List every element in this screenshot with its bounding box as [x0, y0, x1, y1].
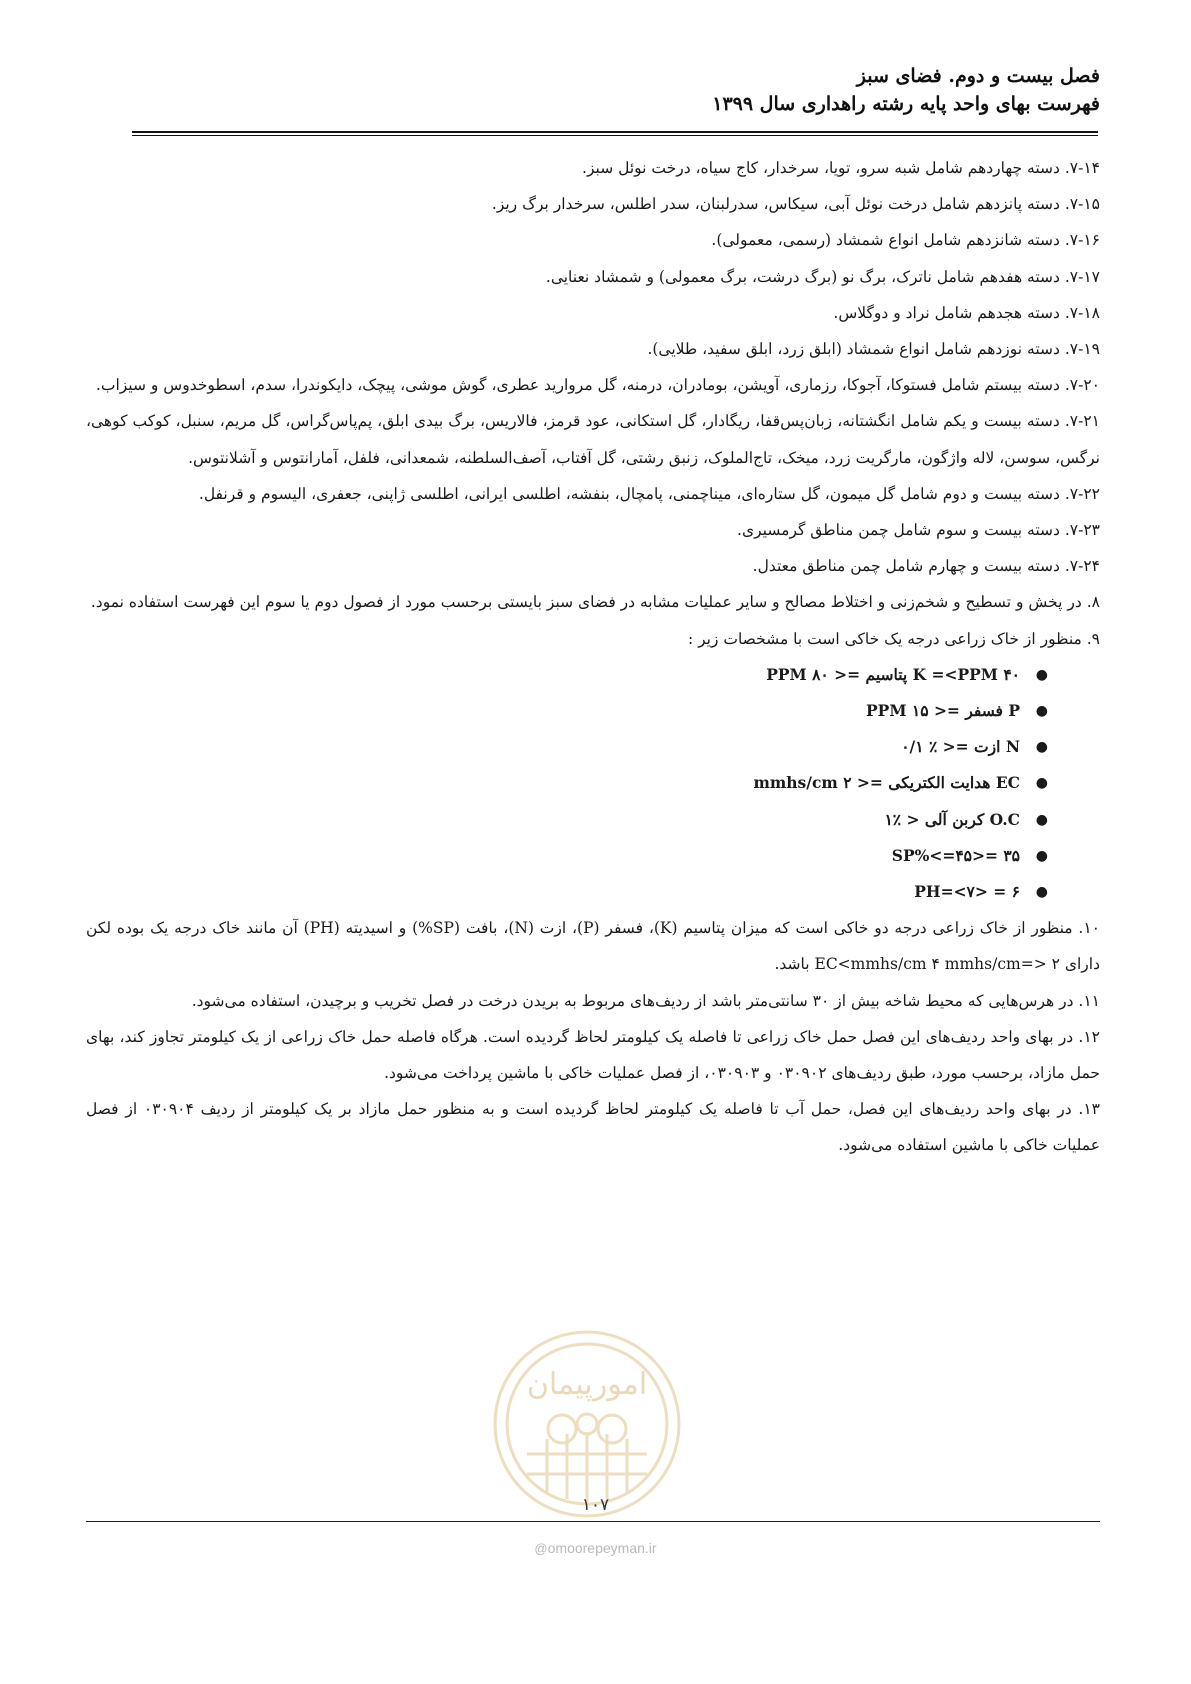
list-item: ● O.C کربن آلی < ٪۱ [86, 802, 1100, 838]
paragraph-7-21: ۷-۲۱. دسته بیست و یکم شامل انگشتانه، زبان‌پس‌قفا، ریگادار، گل استکانی، عود قرمز، فالاریس، برگ بیدی ابلق، پم‌پاس‌گراس، گل مریم، سنبل، کوکب کوهی، نرگس، سوسن، لاله واژگون، مارگریت زرد، میخک، تاج‌الملوک، زنبق رشتی، گل آفتاب، آصف‌السلطنه، شمعدانی، فلفل، آمارانتوس و آشلانتوس. [86, 412, 1100, 467]
paragraph-7-20: ۷-۲۰. دسته بیستم شامل فستوکا، آجوکا، رزماری، آویشن، بومادران، درمنه، گل مروارید عطری، گوش موشی، پیچک، دایکوندرا، سدم، اسطوخدوس و سیزاب. [95, 376, 1100, 395]
page-header [0, 62, 1100, 118]
document-title: فهرست بهای واحد پایه رشته راهداری سال ۱۳۹۹ [712, 93, 1100, 115]
bullet-icon: ● [1035, 739, 1048, 756]
paragraph-12: ۱۲. در بهای واحد ردیف‌های این فصل حمل خاک زراعی تا فاصله یک کیلومتر لحاظ گردیده است. هرگاه فاصله حمل خاک زراعی از یک کیلومتر تجاوز کند، بهای حمل مازاد، برحسب مورد، طبق ردیف‌های ۰۳۰۹۰۲ و ۰۳۰۹۰۳، از فصل عملیات خاکی با ماشین پرداخت می‌شود. [86, 1027, 1100, 1083]
website-watermark: @omoorepeyman.ir [534, 1540, 657, 1556]
paragraph-13: ۱۳. در بهای واحد ردیف‌های این فصل، حمل آب تا فاصله یک کیلومتر لحاظ گردیده است و به منظور حمل مازاد بر یک کیلومتر از ردیف ۰۳۰۹۰۴ از فصل عملیات خاکی با ماشین استفاده می‌شود. [86, 1100, 1100, 1155]
page-number: ۱۰۷ [581, 1495, 610, 1515]
soil-spec-list [86, 657, 1100, 910]
paragraph-7-15: ۷-۱۵. دسته پانزدهم شامل درخت نوئل آبی، سیکاس، سدرلبنان، سدر اطلس، سرخدار برگ ریز. [491, 195, 1100, 214]
paragraph-11: ۱۱. در هرس‌هایی که محیط شاخه بیش از ۳۰ سانتی‌متر باشد از ردیف‌های مربوط به بریدن درخت در فصل تخریب و برچیدن، استفاده می‌شود. [191, 991, 1100, 1010]
document-body [86, 150, 1100, 1164]
paragraph-7-17: ۷-۱۷. دسته هفدهم شامل ناترک، برگ نو (برگ درشت، برگ معمولی) و شمشاد نعنایی. [545, 267, 1100, 286]
paragraph-7-14: ۷-۱۴. دسته چهاردهم شامل شبه سرو، تویا، سرخدار، کاج سیاه، درخت نوئل سبز. [582, 159, 1100, 177]
at-icon: @ [534, 1541, 548, 1556]
footer-rule [86, 1521, 1100, 1522]
watermark-seal-icon [487, 1324, 687, 1524]
paragraph-7-22: ۷-۲۲. دسته بیست و دوم شامل گل میمون، گل ستاره‌ای، میناچمنی، پامچال، بنفشه، اطلسی ایرانی، اطلسی ژاپنی، جعفری، الیسوم و قرنفل. [198, 484, 1100, 503]
bullet-icon: ● [1035, 847, 1048, 864]
bullet-icon: ● [1035, 775, 1048, 792]
paragraph-7-24: ۷-۲۴. دسته بیست و چهارم شامل چمن مناطق معتدل. [752, 557, 1100, 576]
header-rule-thick [132, 131, 1098, 133]
list-item: ● EC هدایت الکتریکی =< ۲ mmhs/cm [86, 765, 1100, 801]
bullet-icon: ● [1035, 666, 1048, 683]
bullet-icon: ● [1035, 884, 1048, 901]
list-item: ● P فسفر =< ۱۵ PPM [86, 693, 1100, 729]
header-rule-thin [132, 135, 1098, 136]
paragraph-7-23: ۷-۲۳. دسته بیست و سوم شامل چمن مناطق گرمسیری. [737, 521, 1100, 540]
list-item: ● ۶ = <PH=<۷ [86, 874, 1100, 910]
paragraph-7-19: ۷-۱۹. دسته نوزدهم شامل انواع شمشاد (ابلق زرد، ابلق سفید، طلایی). [647, 340, 1100, 359]
list-item: ● N ازت =< ٪ ۰/۱ [86, 729, 1100, 765]
chapter-title: فصل بیست و دوم. فضای سبز [856, 65, 1100, 87]
paragraph-7-16: ۷-۱۶. دسته شانزدهم شامل انواع شمشاد (رسمی، معمولی). [711, 231, 1100, 250]
paragraph-8: ۸. در پخش و تسطیح و شخم‌زنی و اختلاط مصالح و سایر عملیات مشابه در فضای سبز بایستی برحسب مورد از فصول دوم یا سوم این فهرست استفاده نمود. [90, 593, 1100, 612]
seal-text: امورپیمان [526, 1367, 648, 1402]
bullet-icon: ● [1035, 703, 1048, 720]
list-item: ● ۳۵ =<SP%<=۴۵ [86, 838, 1100, 874]
paragraph-10: ۱۰. منظور از خاک زراعی درجه دو خاکی است که میزان پتاسیم (K)، فسفر (P)، ازت (N)، بافت (SP%) و اسیدیته (PH) آن مانند خاک درجه یک بوده لکن دارای EC<mmhs/cm ۴ mmhs/cm=> ۲ باشد. [86, 919, 1101, 974]
paragraph-9: ۹. منظور از خاک زراعی درجه یک خاکی است با مشخصات زیر : [687, 629, 1100, 648]
bullet-icon: ● [1035, 811, 1048, 828]
paragraph-7-18: ۷-۱۸. دسته هجدهم شامل نراد و دوگلاس. [833, 303, 1100, 322]
list-item: ● ۴۰ K =<PPM پتاسیم =< ۸۰ PPM [86, 657, 1100, 693]
